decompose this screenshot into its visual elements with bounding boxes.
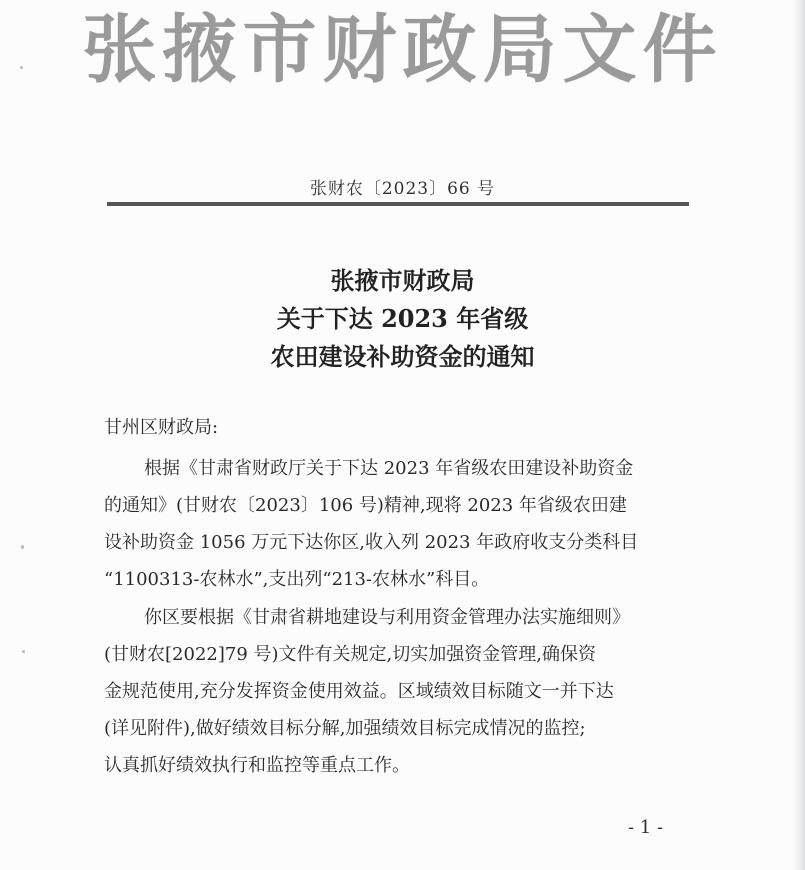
paragraph-line: 设补助资金 1056 万元下达你区,收入列 2023 年政府收支分类科目 xyxy=(104,532,639,553)
paragraph-line: 认真抓好绩效执行和监控等重点工作。 xyxy=(104,755,410,776)
paragraph-line: 的通知》(甘财农〔2023〕106 号)精神,现将 2023 年省级农田建 xyxy=(104,495,627,516)
masthead-title: 张掖市财政局文件 xyxy=(82,7,723,93)
paragraph-line: “1100313-农林水”,支出列“213-农林水”科目。 xyxy=(104,569,490,590)
paragraph-line: 根据《甘肃省财政厅关于下达 2023 年省级农田建设补助资金 xyxy=(144,458,634,479)
notice-title xyxy=(0,262,805,376)
addressee: 甘州区财政局: xyxy=(104,417,219,438)
header-divider xyxy=(107,202,689,206)
paragraph-line: (甘财农[2022]79 号)文件有关规定,切实加强资金管理,确保资 xyxy=(104,644,596,665)
scan-speck xyxy=(20,66,23,69)
page-number: - 1 - xyxy=(628,817,664,838)
title-line-3: 农田建设补助资金的通知 xyxy=(270,342,535,371)
paragraph-line: 你区要根据《甘肃省耕地建设与利用资金管理办法实施细则》 xyxy=(144,607,630,628)
document-number: 张财农〔2023〕66 号 xyxy=(309,179,496,199)
title-line-1: 张掖市财政局 xyxy=(330,266,475,295)
paragraph-2 xyxy=(104,599,694,784)
paragraph-line: 金规范使用,充分发挥资金使用效益。区域绩效目标随文一并下达 xyxy=(104,681,614,702)
scan-speck xyxy=(22,650,25,653)
scan-edge xyxy=(793,0,805,870)
scan-speck xyxy=(21,545,24,549)
paragraph-line: (详见附件),做好绩效目标分解,加强绩效目标完成情况的监控; xyxy=(104,718,586,739)
paragraph-1 xyxy=(104,450,694,598)
title-line-2: 关于下达 2023 年省级 xyxy=(276,304,529,333)
